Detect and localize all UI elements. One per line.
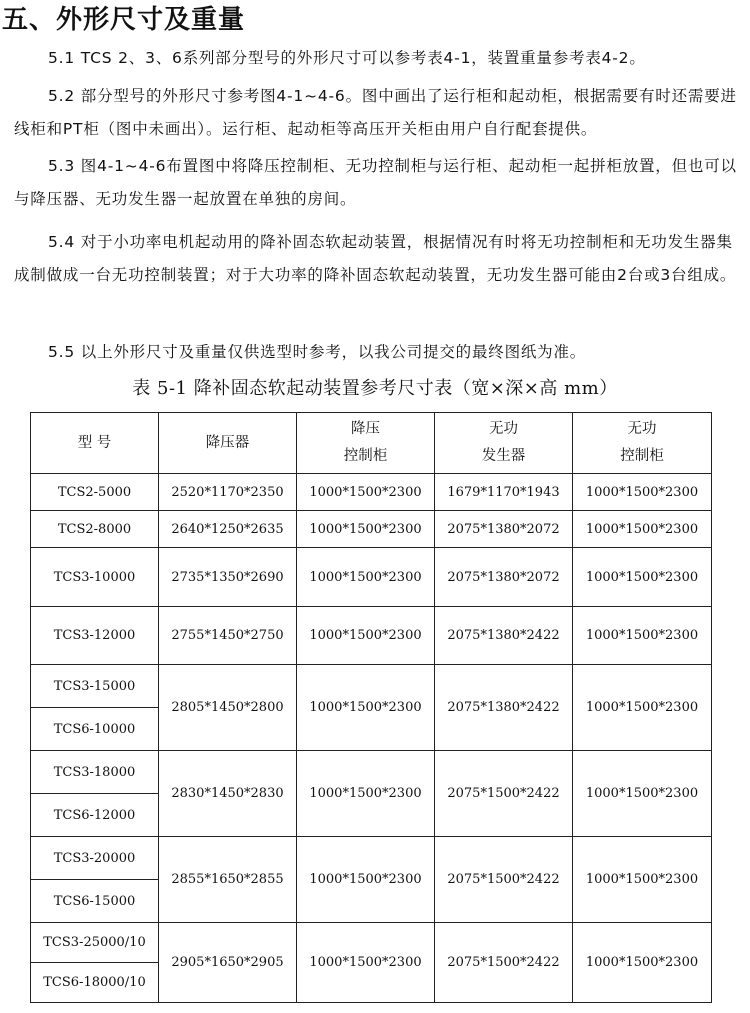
cell-var-generator: 2075*1500*2422 bbox=[435, 837, 573, 923]
header-text: 降压器 bbox=[205, 434, 250, 451]
cell-reducer: 2830*1450*2830 bbox=[159, 751, 297, 837]
header-text: 控制柜 bbox=[620, 448, 664, 464]
paragraph-5-4 bbox=[14, 226, 742, 292]
cell-reducer-control: 1000*1500*2300 bbox=[297, 837, 435, 923]
paragraph-5-2 bbox=[14, 80, 742, 146]
col-header-reducer bbox=[159, 413, 297, 474]
dimension-table bbox=[30, 412, 712, 1003]
paragraph-text: 5.2 部分型号的外形尺寸参考图4-1~4-6。图中画出了运行柜和起动柜，根据需要有时还需要进线柜和PT柜（图中未画出）。运行柜、起动柜等高压开关柜由用户自行配套提供。 bbox=[14, 87, 737, 138]
cell-model: TCS6-15000 bbox=[31, 880, 159, 923]
table-row bbox=[31, 548, 712, 607]
cell-model: TCS3-20000 bbox=[31, 837, 159, 880]
table-row bbox=[31, 837, 712, 880]
cell-reducer-control: 1000*1500*2300 bbox=[297, 548, 435, 607]
table-row bbox=[31, 474, 712, 511]
cell-var-control: 1000*1500*2300 bbox=[573, 511, 712, 548]
cell-var-control: 1000*1500*2300 bbox=[573, 837, 712, 923]
paragraph-5-3 bbox=[14, 150, 742, 216]
section-heading: 五、外形尺寸及重量 bbox=[2, 5, 246, 35]
paragraph-5-1 bbox=[14, 42, 742, 75]
table-row bbox=[31, 665, 712, 708]
paragraph-text: 5.4 对于小功率电机起动用的降补固态软起动装置，根据情况有时将无功控制柜和无功发生器集成制做成一台无功控制装置；对于大功率的降补固态软起动装置，无功发生器可能由2台或3台组成。 bbox=[14, 233, 737, 284]
cell-reducer: 2905*1650*2905 bbox=[159, 923, 297, 1003]
cell-model: TCS2-5000 bbox=[31, 474, 159, 511]
cell-reducer-control: 1000*1500*2300 bbox=[297, 511, 435, 548]
cell-var-generator: 2075*1380*2072 bbox=[435, 548, 573, 607]
cell-var-control: 1000*1500*2300 bbox=[573, 751, 712, 837]
table-row bbox=[31, 751, 712, 794]
cell-var-generator: 2075*1380*2072 bbox=[435, 511, 573, 548]
cell-reducer: 2805*1450*2800 bbox=[159, 665, 297, 751]
col-header-reducer-control bbox=[297, 413, 435, 474]
cell-var-control: 1000*1500*2300 bbox=[573, 548, 712, 607]
cell-var-generator: 2075*1500*2422 bbox=[435, 751, 573, 837]
col-header-var-generator bbox=[435, 413, 573, 474]
cell-model: TCS3-25000/10 bbox=[31, 923, 159, 963]
paragraph-text: 5.1 TCS 2、3、6系列部分型号的外形尺寸可以参考表4-1，装置重量参考表4-2。 bbox=[48, 49, 646, 67]
cell-reducer: 2855*1650*2855 bbox=[159, 837, 297, 923]
table-row bbox=[31, 607, 712, 665]
cell-model: TCS3-15000 bbox=[31, 665, 159, 708]
paragraph-5-5 bbox=[14, 336, 742, 369]
cell-var-control: 1000*1500*2300 bbox=[573, 607, 712, 665]
header-text: 降压 bbox=[351, 421, 380, 437]
header-text: 控制柜 bbox=[343, 448, 388, 464]
cell-model: TCS2-8000 bbox=[31, 511, 159, 548]
cell-var-control: 1000*1500*2300 bbox=[573, 474, 712, 511]
paragraph-text: 5.5 以上外形尺寸及重量仅供选型时参考，以我公司提交的最终图纸为准。 bbox=[48, 343, 587, 361]
cell-reducer-control: 1000*1500*2300 bbox=[297, 665, 435, 751]
col-header-model bbox=[31, 413, 159, 474]
cell-reducer: 2735*1350*2690 bbox=[159, 548, 297, 607]
cell-reducer-control: 1000*1500*2300 bbox=[297, 607, 435, 665]
cell-model: TCS6-18000/10 bbox=[31, 963, 159, 1003]
cell-var-generator: 2075*1380*2422 bbox=[435, 607, 573, 665]
cell-model: TCS3-10000 bbox=[31, 548, 159, 607]
cell-reducer: 2520*1170*2350 bbox=[159, 474, 297, 511]
header-text: 无功 bbox=[489, 421, 518, 437]
table-header-row bbox=[31, 413, 712, 474]
table-row bbox=[31, 511, 712, 548]
cell-var-control: 1000*1500*2300 bbox=[573, 665, 712, 751]
cell-reducer: 2755*1450*2750 bbox=[159, 607, 297, 665]
cell-model: TCS6-10000 bbox=[31, 708, 159, 751]
cell-var-generator: 1679*1170*1943 bbox=[435, 474, 573, 511]
header-text: 发生器 bbox=[481, 448, 526, 464]
cell-reducer-control: 1000*1500*2300 bbox=[297, 751, 435, 837]
cell-model: TCS3-18000 bbox=[31, 751, 159, 794]
table-row bbox=[31, 923, 712, 963]
paragraph-text: 5.3 图4-1~4-6布置图中将降压控制柜、无功控制柜与运行柜、起动柜一起拼柜放置，但也可以与降压器、无功发生器一起放置在单独的房间。 bbox=[14, 157, 737, 208]
cell-reducer-control: 1000*1500*2300 bbox=[297, 474, 435, 511]
table-title: 表 5-1 降补固态软起动装置参考尺寸表（宽×深×高 mm） bbox=[132, 378, 618, 399]
col-header-var-control bbox=[573, 413, 712, 474]
cell-reducer: 2640*1250*2635 bbox=[159, 511, 297, 548]
cell-model: TCS3-12000 bbox=[31, 607, 159, 665]
header-text: 型 号 bbox=[77, 434, 112, 451]
cell-model: TCS6-12000 bbox=[31, 794, 159, 837]
cell-var-control: 1000*1500*2300 bbox=[573, 923, 712, 1003]
cell-var-generator: 2075*1380*2422 bbox=[435, 665, 573, 751]
cell-var-generator: 2075*1500*2422 bbox=[435, 923, 573, 1003]
cell-reducer-control: 1000*1500*2300 bbox=[297, 923, 435, 1003]
header-text: 无功 bbox=[627, 421, 657, 437]
